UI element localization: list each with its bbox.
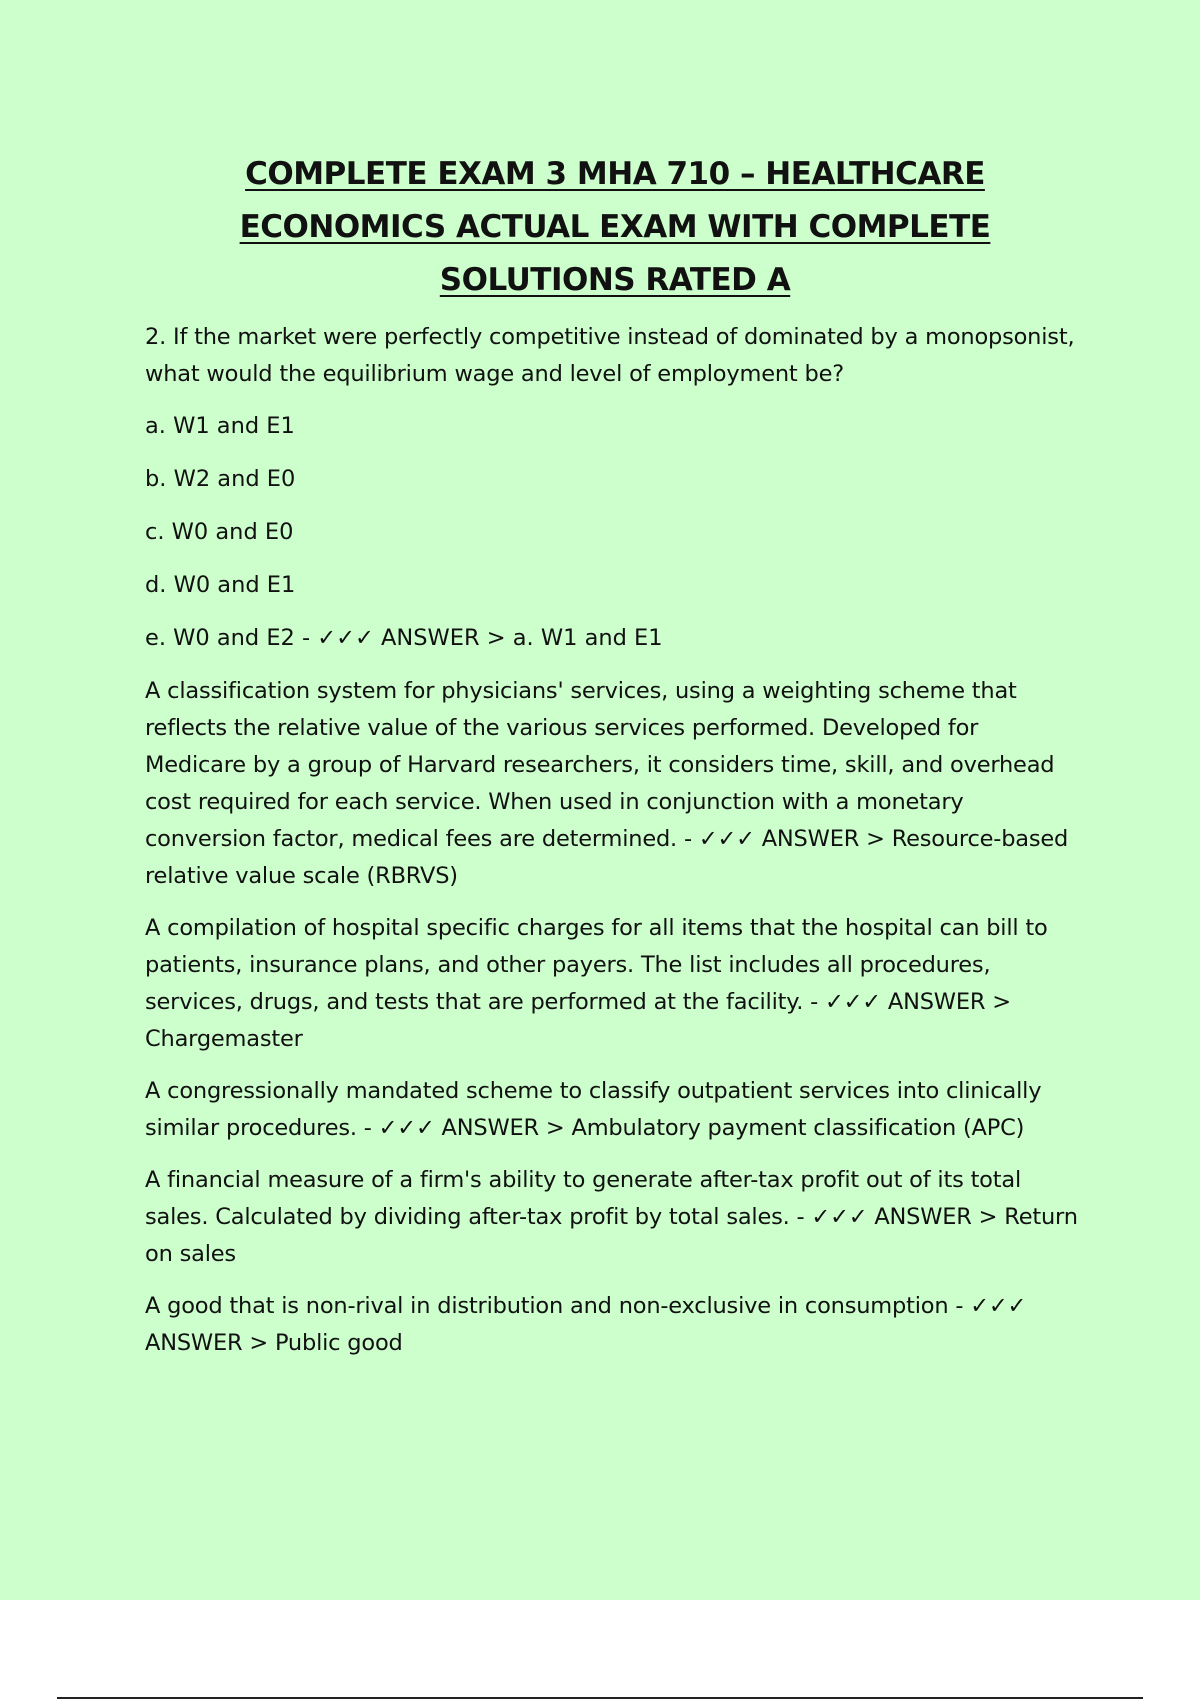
- answer-option: d. W0 and E1: [145, 572, 296, 598]
- qa-entry: A classification system for physicians' services, using a weighting scheme that reflects the relative value of the various services performed. Developed for Medicare by a group of Harvard researchers, it considers time, skill, and overhead cost required for each service. When used in conjunction with a monetary conversion factor, medical fees are determined. - ✓✓✓ ANSWER > Resource-based relative value scale (RBRVS): [145, 678, 1069, 889]
- document-title: [145, 148, 1085, 307]
- qa-entry: A good that is non-rival in distribution and non-exclusive in consumption - ✓✓✓ ANSWER > Public good: [145, 1293, 1027, 1356]
- title-line: SOLUTIONS RATED A: [439, 262, 791, 298]
- document-content: [145, 148, 1085, 1377]
- qa-entry: A compilation of hospital specific charges for all items that the hospital can bill to patients, insurance plans, and other payers. The list includes all procedures, services, drugs, and tests that are performed at the facility. - ✓✓✓ ANSWER > Chargemaster: [145, 915, 1048, 1052]
- question-text: 2. If the market were perfectly competitive instead of dominated by a monopsonist, what would the equilibrium wage and level of employment be?: [145, 324, 1075, 387]
- qa-entry: A congressionally mandated scheme to classify outpatient services into clinically similar procedures. - ✓✓✓ ANSWER > Ambulatory payment classification (APC): [145, 1078, 1042, 1141]
- footer-divider: [57, 1697, 1143, 1699]
- answer-option: b. W2 and E0: [145, 466, 296, 492]
- answer-option: a. W1 and E1: [145, 413, 295, 439]
- qa-entry: A financial measure of a firm's ability to generate after-tax profit out of its total sales. Calculated by dividing after-tax profit by total sales. - ✓✓✓ ANSWER > Return on sales: [145, 1167, 1078, 1267]
- answer-option: e. W0 and E2 - ✓✓✓ ANSWER > a. W1 and E1: [145, 625, 663, 651]
- answer-option: c. W0 and E0: [145, 519, 294, 545]
- title-line: COMPLETE EXAM 3 MHA 710 – HEALTHCARE: [245, 156, 985, 192]
- title-line: ECONOMICS ACTUAL EXAM WITH COMPLETE: [239, 209, 991, 245]
